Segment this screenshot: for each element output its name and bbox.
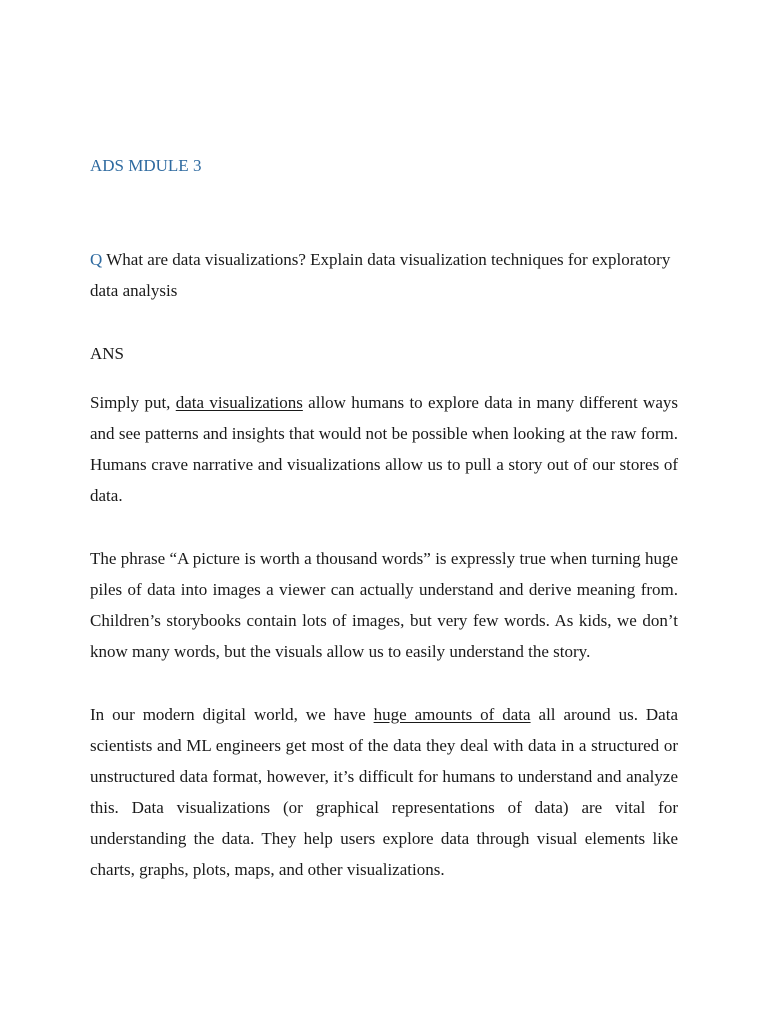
paragraph-1 (90, 387, 678, 511)
paragraph-1-rest: allow humans to explore data in many different ways and see patterns and insights that would not be possible when looking at the raw form. Humans crave narrative and visualizations allow us to pull a story out of our stores of data. (90, 393, 678, 505)
question-text: What are data visualizations? Explain data visualization techniques for exploratory data analysis (90, 250, 671, 300)
paragraph-3-rest: all around us. Data scientists and ML engineers get most of the data they deal with data in a structured or unstructured data format, however, it’s difficult for humans to understand and analyze this. Data visualizations (or graphical representations of data) are vital for understanding the data. They help users explore data through visual elements like charts, graphs, plots, maps, and other visualizations. (90, 705, 679, 879)
paragraph-1-lead: Simply put, (90, 393, 176, 412)
paragraph-3 (90, 699, 678, 885)
data-visualizations-link[interactable]: data visualizations (175, 393, 303, 412)
huge-amounts-of-data-link[interactable]: huge amounts of data (373, 705, 531, 724)
paragraph-2: The phrase “A picture is worth a thousand words” is expressly true when turning huge piles of data into images a viewer can actually understand and derive meaning from. Children’s storybooks contain lots of images, but very few words. As kids, we don’t know many words, but the visuals allow us to easily understand the story. (90, 549, 678, 661)
question-marker: Q (90, 250, 103, 269)
question-block (90, 244, 678, 306)
answer-label: ANS (90, 344, 125, 363)
document-heading: ADS MDULE 3 (90, 156, 202, 175)
paragraph-3-lead: In our modern digital world, we have (90, 705, 374, 724)
